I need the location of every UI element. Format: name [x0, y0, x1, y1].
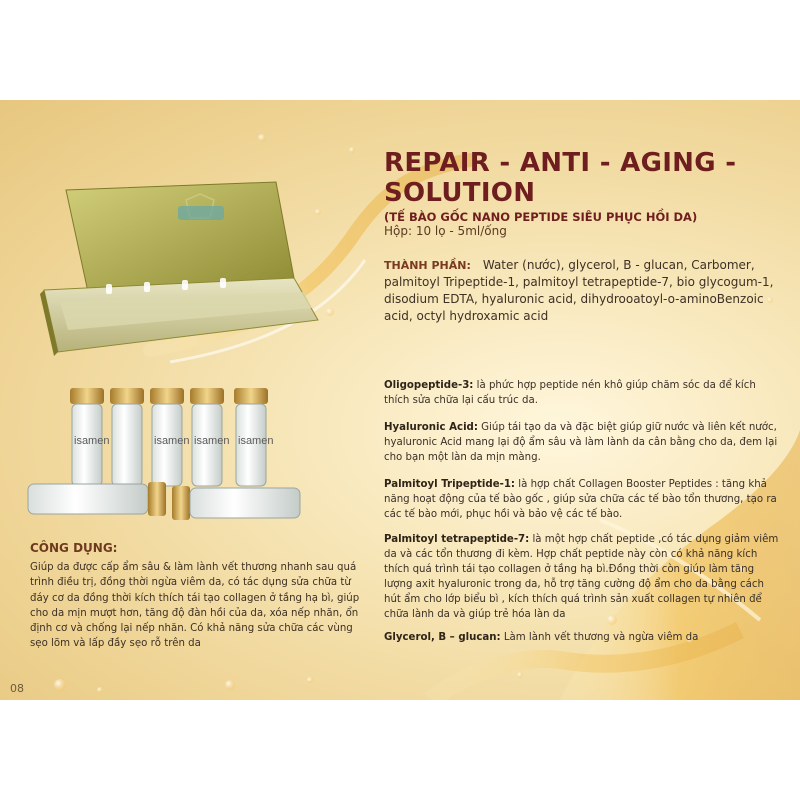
product-vials-image: [22, 384, 342, 534]
definition-term: Oligopeptide-3:: [384, 380, 474, 391]
definition-term: Palmitoyl Tripeptide-1:: [384, 479, 516, 490]
uses-text: Giúp da được cấp ẩm sâu & làm lành vết thương nhanh sau quá trình điều trị, đồng thời ngừa viêm da, có tác dụng sửa chữa từ đáy cơ da đồng thời kích thích tái tạo collagen ở tầng hạ bì, giúp cho da mịn mượt hơn, tăng độ đàn hồi của da, xóa nếp nhăn, ổn định cơ và chống lại nếp nhăn. Có khả năng sửa chữa các vùng sẹo lõm và lấp đầy sẹo rỗ trên da: [30, 562, 360, 650]
vial: [150, 388, 189, 486]
vial: [70, 388, 109, 486]
definition-text: Làm lành vết thương và ngừa viêm da: [500, 632, 699, 643]
page-number: 08: [10, 682, 24, 695]
svg-text:isamen: isamen: [194, 435, 230, 447]
uses-heading: CÔNG DỤNG:: [30, 541, 118, 555]
definition-text: là một hợp chất peptide ,có tác dụng giảm viêm da và các tổn thương đi kèm. Hợp chất peptide này còn có khả năng kích thích quá trình tái tạo collagen ở tầng hạ bì.Đồng thời còn giúp làm tăng lượng axit hyaluronic trong da, hỗ trợ tăng cường độ ẩm cho da bằng cách hút ẩm cho lớp biểu bì , kích thích quá trình sản xuất collagen tự nhiên để chữa lành da và giúp trẻ hóa làn da: [384, 534, 779, 620]
definition-term: Hyaluronic Acid:: [384, 422, 478, 433]
definition-text: là phức hợp peptide nén khô giúp chăm sóc da để kích thích sửa chữa lại cấu trúc da.: [384, 380, 756, 406]
vial: [190, 388, 229, 486]
definition-item: [384, 532, 784, 622]
definition-term: Glycerol, B – glucan:: [384, 632, 501, 643]
svg-text:isamen: isamen: [154, 435, 190, 447]
ingredients-label: THÀNH PHẦN:: [384, 259, 471, 272]
svg-text:isamen: isamen: [74, 435, 110, 447]
svg-text:isamen: isamen: [238, 435, 274, 447]
definition-item: [384, 378, 784, 408]
ingredients-text: Water (nước), glycerol, B - glucan, Carbomer, palmitoyl Tripeptide-1, palmitoyl tetrapeptide-7, bio glycogum-1, disodium EDTA, hyaluronic acid, dihydrooatoyl-o-aminoBenzoic acid, octyl hydroxamic acid: [384, 258, 774, 323]
vial-lying: [28, 482, 166, 516]
definition-text: là hợp chất Collagen Booster Peptides : tăng khả năng hoạt động của tế bào gốc , giúp sửa chữa các tế bào tổn thương, tạo ra các tế bào mới, phục hồi và bảo vệ các tế bào.: [384, 479, 777, 520]
vial: [110, 388, 144, 486]
package-info: Hộp: 10 lọ - 5ml/ống: [384, 224, 507, 238]
vial: [234, 388, 273, 486]
definition-term: Palmitoyl tetrapeptide-7:: [384, 534, 530, 545]
definition-text: Giúp tái tạo da và đặc biệt giúp giữ nước và liên kết nước, hyaluronic Acid mang lại độ ẩm sâu và làm lành da cân bằng cho da, đem lại cho bạn một làn da mịn màng.: [384, 422, 778, 463]
product-box-image: [36, 180, 326, 360]
vial-lying: [172, 486, 300, 520]
product-subtitle: (TẾ BÀO GỐC NANO PEPTIDE SIÊU PHỤC HỒI DA): [384, 210, 698, 224]
definition-item: [384, 420, 784, 465]
definition-item: [384, 630, 784, 645]
brochure-page: [0, 100, 800, 700]
definition-item: [384, 477, 784, 522]
page-title: REPAIR - ANTI - AGING - SOLUTION: [384, 148, 737, 208]
ingredients-block: [384, 257, 779, 325]
